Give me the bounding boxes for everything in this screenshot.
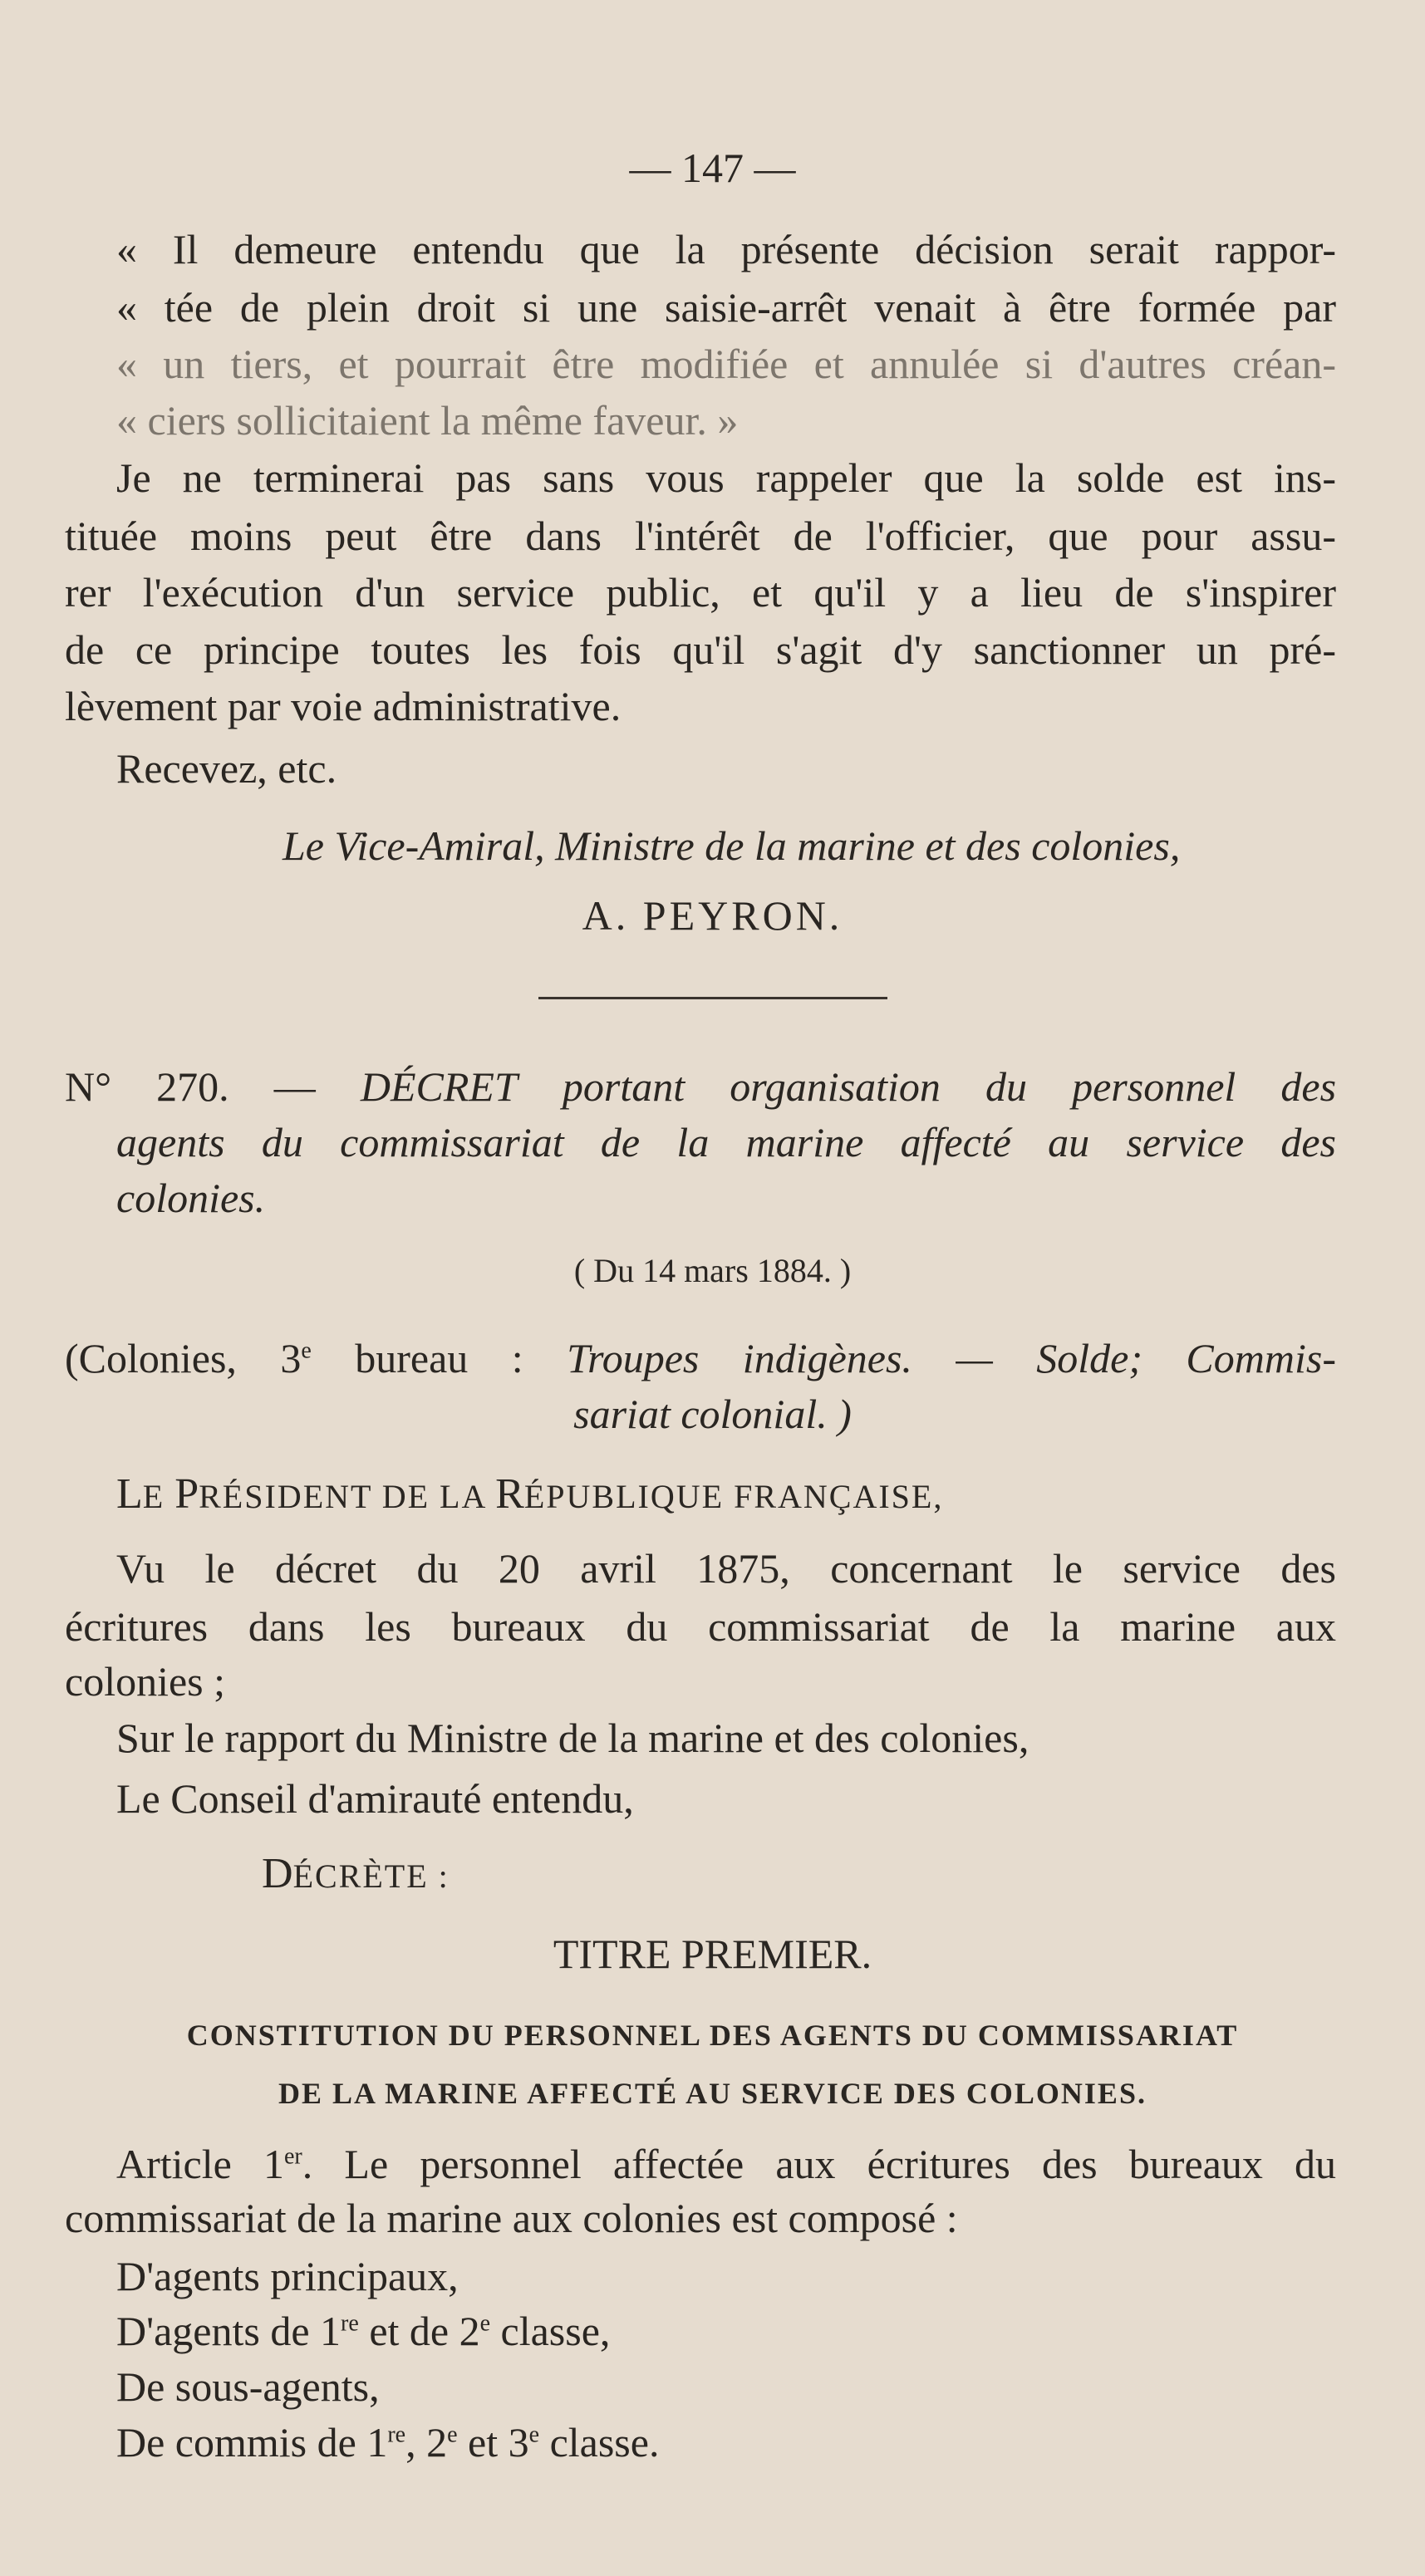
article-line-2: commissariat de la marine aux colonies est composé : xyxy=(65,2195,958,2241)
ref-italic: Troupes indigènes. — Solde; Commis- xyxy=(567,1335,1336,1381)
closing: Recevez, etc. xyxy=(116,745,337,792)
paragraph-line-5: lèvement par voie administrative. xyxy=(65,683,622,729)
article-rest: . Le personnel affectée aux écritures des bureaux du xyxy=(302,2141,1336,2187)
paragraph-line-2: tituée moins peut être dans l'intérêt de l'officier, que pour assu- xyxy=(65,513,1336,559)
decree-head-rest: portant organisation du personnel des xyxy=(562,1063,1337,1110)
signature-name: A. PEYRON. xyxy=(582,892,843,939)
pres-de-la: DE LA xyxy=(381,1478,496,1515)
decree-date: ( Du 14 mars 1884. ) xyxy=(573,1252,852,1289)
article-sup: er xyxy=(284,2143,302,2170)
list-item: De sous-agents, xyxy=(116,2363,380,2410)
list-sup: e xyxy=(528,2421,540,2448)
list-text: D'agents de 1 xyxy=(116,2308,342,2354)
page-number: — 147 — xyxy=(629,145,796,191)
quote-line-3: « un tiers, et pourrait être modifiée et annulée si d'autres créan- xyxy=(116,341,1336,387)
decrete-d: D xyxy=(262,1850,293,1897)
list-text: et 3 xyxy=(457,2419,529,2466)
article-prefix: Article 1 xyxy=(116,2141,284,2187)
quote-line-4: « ciers sollicitaient la même faveur. » xyxy=(116,397,739,444)
section-heading-line-2: DE LA MARINE AFFECTÉ AU SERVICE DES COLONIES. xyxy=(278,2077,1147,2110)
list-text: , 2 xyxy=(405,2419,448,2466)
list-item: D'agents principaux, xyxy=(116,2253,459,2299)
ref-mid: bureau : xyxy=(311,1335,568,1381)
pres-l: L xyxy=(116,1470,143,1518)
list-sup: e xyxy=(447,2421,458,2448)
list-item xyxy=(116,2306,610,2356)
decree-head-word: DÉCRET xyxy=(360,1063,518,1110)
vu-line-1: Vu le décret du 20 avril 1875, concernant le service des xyxy=(116,1545,1336,1592)
decree-heading-line-2: agents du commissariat de la marine affecté au service des xyxy=(116,1119,1336,1165)
list-item xyxy=(116,2417,659,2467)
ref-sup: e xyxy=(301,1337,312,1364)
decree-heading-line-3: colonies. xyxy=(116,1175,266,1221)
list-text: classe, xyxy=(490,2308,611,2354)
pres-resident: RÉSIDENT xyxy=(199,1478,382,1515)
signature-title: Le Vice-Amiral, Ministre de la marine et des colonies, xyxy=(283,822,1181,869)
decrete-line xyxy=(262,1848,450,1901)
vu-line-2: écritures dans les bureaux du commissariat de la marine aux xyxy=(65,1603,1336,1650)
list-text: et de 2 xyxy=(358,2308,480,2354)
pres-r: R xyxy=(495,1470,524,1518)
paragraph-line-3: rer l'exécution d'un service public, et qu'il y a lieu de s'inspirer xyxy=(65,569,1336,616)
sur-le-rapport: Sur le rapport du Ministre de la marine et des colonies, xyxy=(116,1715,1029,1761)
decree-reference-line-1 xyxy=(65,1333,1336,1383)
list-text: De commis de 1 xyxy=(116,2419,388,2466)
president-line xyxy=(116,1469,943,1522)
decree-heading-line-1 xyxy=(65,1062,1336,1111)
quote-line-1: « Il demeure entendu que la présente décision serait rappor- xyxy=(116,226,1336,272)
separator-rule xyxy=(538,997,887,999)
list-text: classe. xyxy=(539,2419,660,2466)
decrete-rest: ÉCRÈTE : xyxy=(292,1857,450,1895)
ref-prefix: (Colonies, 3 xyxy=(65,1335,302,1381)
vu-line-3: colonies ; xyxy=(65,1658,226,1705)
decree-reference-line-2: sariat colonial. ) xyxy=(573,1391,852,1437)
paragraph-line-1: Je ne terminerai pas sans vous rappeler que la solde est ins- xyxy=(116,454,1336,501)
titre-premier: TITRE PREMIER. xyxy=(553,1931,872,1977)
conseil-line: Le Conseil d'amirauté entendu, xyxy=(116,1775,634,1822)
pres-e: E xyxy=(142,1478,175,1515)
list-sup: e xyxy=(479,2310,491,2337)
pres-republique: ÉPUBLIQUE FRANÇAISE, xyxy=(523,1478,944,1515)
list-sup: re xyxy=(341,2310,359,2337)
list-sup: re xyxy=(387,2421,406,2448)
quote-line-2: « tée de plein droit si une saisie-arrêt venait à être formée par xyxy=(116,284,1336,331)
paragraph-line-4: de ce principe toutes les fois qu'il s'agit d'y sanctionner un pré- xyxy=(65,626,1336,673)
decree-number: N° 270. — xyxy=(65,1063,316,1110)
section-heading-line-1: CONSTITUTION DU PERSONNEL DES AGENTS DU COMMISSARIAT xyxy=(186,2019,1239,2052)
article-line-1 xyxy=(116,2139,1336,2189)
pres-p: P xyxy=(174,1470,199,1518)
